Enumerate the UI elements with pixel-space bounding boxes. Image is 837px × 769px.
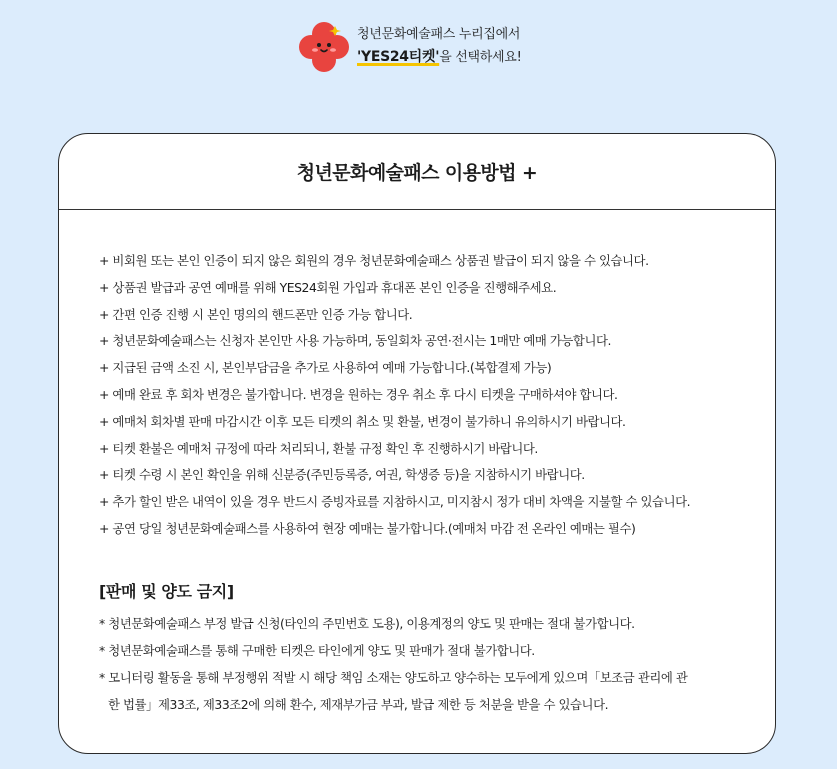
rule-item: + 공연 당일 청년문화예술패스를 사용하여 현장 예매는 불가합니다.(예매처 마감 전 온라인 예매는 필수) — [99, 520, 636, 536]
ban-item-line1: * 모니터링 활동을 통해 부정행위 적발 시 해당 책임 소재는 양도하고 양수하는 모두에게 있으며「보조금 관리에 관 — [99, 669, 688, 685]
rule-item: + 비회원 또는 본인 인증이 되지 않은 회원의 경우 청년문화예술패스 상품권 발급이 되지 않을 수 있습니다. — [99, 253, 649, 268]
red-flower-mascot-icon — [297, 20, 351, 74]
card-header — [59, 134, 775, 210]
usage-rules-list — [59, 210, 775, 543]
section-title-sale-transfer-ban: [판매 및 양도 금지] — [99, 581, 234, 601]
rule-item: + 예매 완료 후 회차 변경은 불가합니다. 변경을 원하는 경우 취소 후 다시 티켓을 구매하셔야 합니다. — [99, 386, 618, 402]
rule-item: + 간편 인증 진행 시 본인 명의의 핸드폰만 인증 가능 합니다. — [99, 306, 413, 322]
ban-item: * 청년문화예술패스 부정 발급 신청(타인의 주민번호 도용), 이용계정의 양도 및 판매는 절대 불가합니다. — [99, 615, 635, 631]
ban-item — [99, 664, 775, 718]
rule-item: + 티켓 환불은 예매처 규정에 따라 처리되니, 환불 규정 확인 후 진행하시기 바랍니다. — [99, 440, 538, 456]
banner-line2-suffix: 을 선택하세요! — [439, 50, 522, 65]
banner-line1: 청년문화예술패스 누리집에서 — [357, 27, 521, 42]
rule-item: + 청년문화예술패스는 신청자 본인만 사용 가능하며, 동일회차 공연·전시는 1매만 예매 가능합니다. — [99, 333, 611, 349]
banner-text — [357, 24, 521, 69]
yes24-ticket-highlight: 'YES24티켓' — [357, 49, 440, 65]
ban-rules-list — [99, 610, 775, 718]
yes24-ticket-banner — [297, 14, 577, 76]
rule-item: + 상품권 발급과 공연 예매를 위해 YES24회원 가입과 휴대폰 본인 인증을 진행해주세요. — [99, 279, 557, 295]
card-title: 청년문화예술패스 이용방법 + — [296, 162, 538, 184]
banner-line2 — [357, 46, 521, 69]
ban-item: * 청년문화예술패스를 통해 구매한 티켓은 타인에게 양도 및 판매가 절대 불가합니다. — [99, 642, 535, 658]
rule-item: + 지급된 금액 소진 시, 본인부담금을 추가로 사용하여 예매 가능합니다.(복합결제 가능) — [99, 360, 552, 376]
rule-item: + 예매처 회차별 판매 마감시간 이후 모든 티켓의 취소 및 환불, 변경이 불가하니 유의하시기 바랍니다. — [99, 413, 626, 429]
rule-item: + 추가 할인 받은 내역이 있을 경우 반드시 증빙자료를 지참하시고, 미지참시 정가 대비 차액을 지불할 수 있습니다. — [99, 494, 691, 510]
usage-guide-card — [58, 133, 776, 754]
ban-item-line2: 한 법률」제33조, 제33조2에 의해 환수, 제재부가금 부과, 발급 제한 등 처분을 받을 수 있습니다. — [108, 696, 609, 712]
rule-item: + 티켓 수령 시 본인 확인을 위해 신분증(주민등록증, 여권, 학생증 등)을 지참하시기 바랍니다. — [99, 467, 585, 483]
